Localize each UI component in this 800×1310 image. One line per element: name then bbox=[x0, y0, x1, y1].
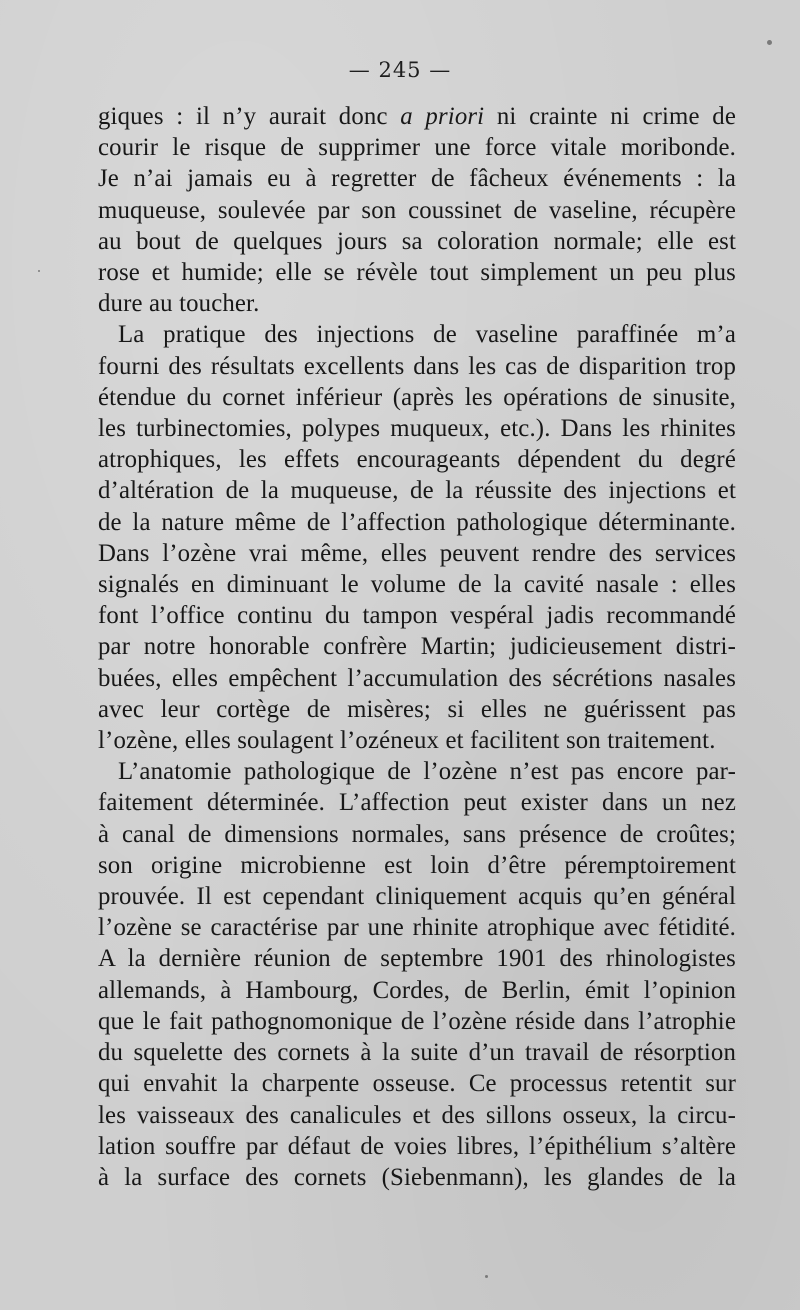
text-line: courir le risque de supprimer une force vitale moribonde. bbox=[98, 134, 736, 162]
text-line: prouvée. Il est cependant cliniquement acquis qu’en général bbox=[98, 883, 736, 911]
text-line: allemands, à Hambourg, Cordes, de Berlin, émit l’opinion bbox=[98, 976, 736, 1004]
text-line: l’ozène se caractérise par une rhinite atrophique avec fétidité. bbox=[98, 914, 736, 942]
paragraph-3 bbox=[98, 756, 736, 1193]
text-line: Je n’ai jamais eu à regretter de fâcheux événements : la bbox=[98, 165, 736, 193]
text-line: dure au toucher. bbox=[98, 290, 260, 318]
text-line: l’ozène, elles soulagent l’ozéneux et facilitent son traitement. bbox=[98, 727, 716, 755]
text-line: les vaisseaux des canalicules et des sillons osseux, la circu- bbox=[98, 1101, 736, 1129]
text-line: A la dernière réunion de septembre 1901 des rhinologistes bbox=[98, 945, 736, 973]
paper-speck bbox=[767, 40, 772, 45]
text-line: lation souffre par défaut de voies libres, l’épithélium s’altère bbox=[98, 1132, 736, 1160]
text-line: par notre honorable confrère Martin; judicieusement distri- bbox=[98, 633, 736, 661]
text-line: son origine microbienne est loin d’être péremptoirement bbox=[98, 851, 736, 879]
text-line: qui envahit la charpente osseuse. Ce processus retentit sur bbox=[98, 1070, 736, 1098]
paragraph-1 bbox=[98, 101, 736, 319]
text-line: L’anatomie pathologique de l’ozène n’est pas encore par- bbox=[118, 758, 736, 786]
text-line: d’altération de la muqueuse, de la réussite des injections et bbox=[98, 477, 736, 505]
text-line: atrophiques, les effets encourageants dépendent du degré bbox=[98, 446, 736, 474]
text-line: que le fait pathognomonique de l’ozène réside dans l’atrophie bbox=[98, 1007, 736, 1035]
text-line: buées, elles empêchent l’accumulation des sécrétions nasales bbox=[98, 664, 736, 692]
text-line: de la nature même de l’affection pathologique déterminante. bbox=[98, 508, 736, 536]
text-line: fourni des résultats excellents dans les cas de disparition trop bbox=[98, 352, 736, 380]
body-text bbox=[98, 101, 736, 1193]
text-line: La pratique des injections de vaseline paraffinée m’a bbox=[118, 321, 736, 349]
text-line: étendue du cornet inférieur (après les opérations de sinusite, bbox=[98, 383, 736, 411]
text-line: rose et humide; elle se révèle tout simplement un peu plus bbox=[98, 259, 736, 287]
paragraph-2 bbox=[98, 319, 736, 756]
text-line: signalés en diminuant le volume de la cavité nasale : elles bbox=[98, 571, 736, 599]
paper-speck bbox=[485, 1275, 488, 1278]
italic-phrase: a priori bbox=[400, 103, 485, 130]
text-line: muqueuse, soulevée par son coussinet de vaseline, récupère bbox=[98, 196, 736, 224]
text-line: du squelette des cornets à la suite d’un travail de résorption bbox=[98, 1039, 736, 1067]
page-number: — 245 — bbox=[348, 58, 452, 82]
text-line: Dans l’ozène vrai même, elles peuvent rendre des services bbox=[98, 539, 736, 567]
paper-speck bbox=[38, 270, 40, 272]
text-line: font l’office continu du tampon vespéral jadis recommandé bbox=[98, 602, 736, 630]
text-line: giques : il n’y aurait donc a priori ni crainte ni crime de bbox=[98, 103, 736, 130]
text-line: à la surface des cornets (Siebenmann), les glandes de la bbox=[98, 1163, 736, 1191]
text-line: avec leur cortège de misères; si elles ne guérissent pas bbox=[98, 695, 736, 723]
text-line: les turbinectomies, polypes muqueux, etc.). Dans les rhinites bbox=[98, 415, 736, 443]
text-line: faitement déterminée. L’affection peut exister dans un nez bbox=[98, 789, 736, 817]
text-line: au bout de quelques jours sa coloration normale; elle est bbox=[98, 227, 736, 255]
text-line: à canal de dimensions normales, sans présence de croûtes; bbox=[98, 820, 736, 848]
